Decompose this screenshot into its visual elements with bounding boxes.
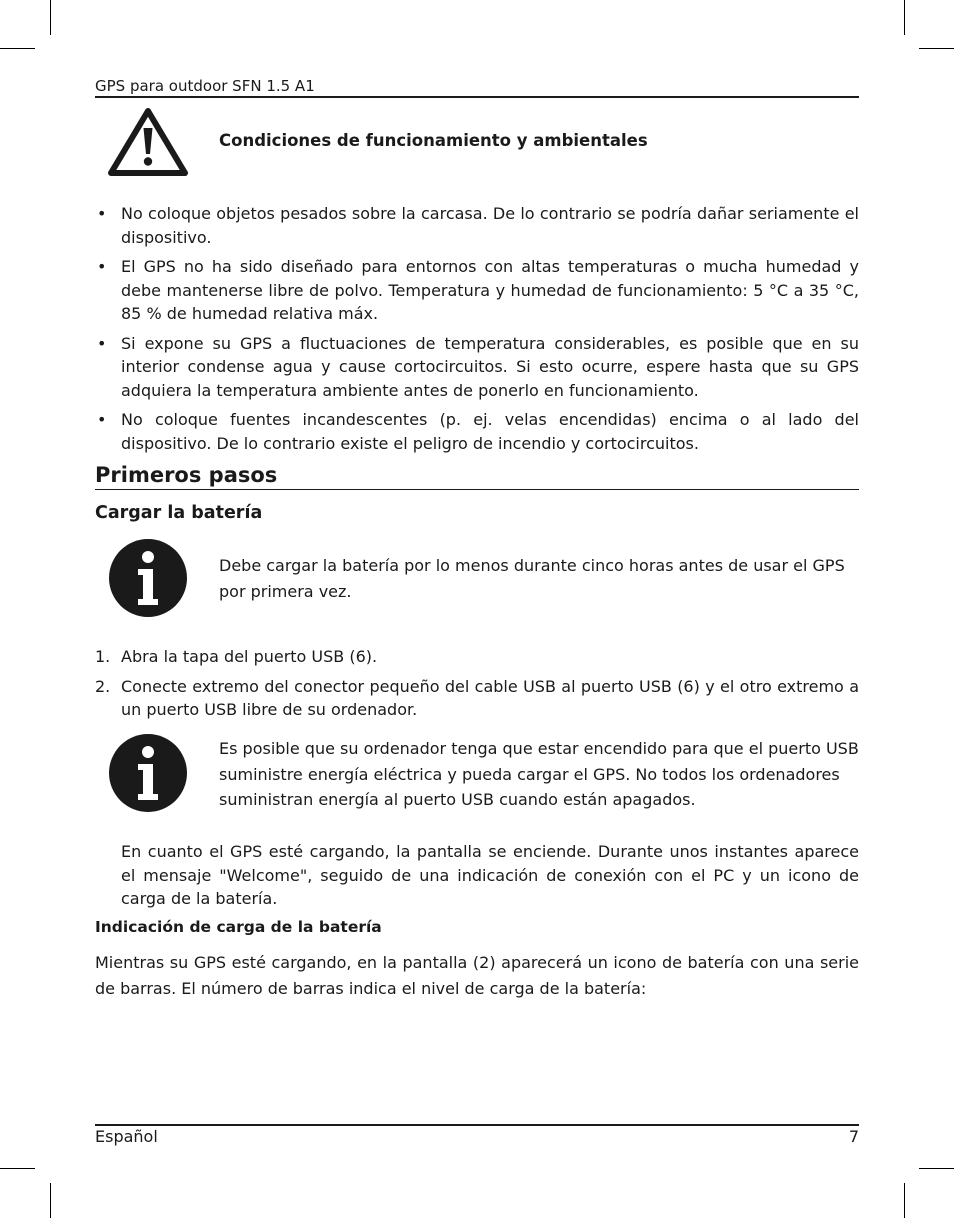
section-rule	[95, 489, 859, 490]
list-item	[95, 675, 859, 722]
step-text: Conecte extremo del conector pequeño del cable USB al puerto USB (6) y el otro extremo a un puerto USB libre de su ordenador.	[121, 676, 859, 719]
crop-mark	[904, 0, 905, 35]
crop-mark	[919, 1168, 954, 1169]
paragraph: Mientras su GPS esté cargando, en la pantalla (2) aparecerá un icono de batería con una serie de barras. El número de barras indica el nivel de carga de la batería:	[95, 953, 859, 998]
bullet-glyph: •	[97, 257, 107, 276]
footer-rule	[95, 1124, 859, 1126]
crop-mark	[0, 1168, 35, 1169]
footer-language: Español	[95, 1127, 158, 1146]
info-note: Es posible que su ordenador tenga que estar encendido para que el puerto USB suministre energía eléctrica y pueda cargar el GPS. No todos los ordenadores suministran energía al puerto USB cuando están apagados.	[219, 739, 859, 809]
info-icon	[108, 733, 188, 817]
header-title: GPS para outdoor SFN 1.5 A1	[95, 77, 315, 95]
list-item	[95, 408, 859, 455]
header-rule	[95, 96, 859, 98]
crop-mark	[0, 48, 35, 49]
list-item	[95, 255, 859, 326]
crop-mark	[904, 1183, 905, 1218]
warning-bullet-list	[95, 202, 859, 461]
crop-mark	[919, 48, 954, 49]
paragraph: En cuanto el GPS esté cargando, la pantalla se enciende. Durante unos instantes aparece el mensaje "Welcome", seguido de una indicación de conexión con el PC y un icono de carga de la batería.	[121, 842, 859, 908]
subsection-title: Cargar la batería	[95, 503, 263, 523]
step-number: 2.	[95, 676, 111, 696]
section-title: Primeros pasos	[95, 463, 278, 487]
list-item	[95, 202, 859, 249]
list-item-text: El GPS no ha sido diseñado para entornos con altas temperaturas o mucha humedad y debe mantenerse libre de polvo. Temperatura y humedad de funcionamiento: 5 °C a 35 °C, 85 % de humedad relativa máx.	[121, 257, 859, 323]
warning-triangle-icon	[108, 108, 188, 180]
crop-mark	[50, 1183, 51, 1218]
list-item-text: No coloque objetos pesados sobre la carcasa. De lo contrario se podría dañar seriamente el dispositivo.	[121, 204, 859, 247]
list-item-text: No coloque fuentes incandescentes (p. ej. velas encendidas) encima o al lado del dispositivo. De lo contrario existe el peligro de incendio y cortocircuitos.	[121, 410, 859, 453]
info-icon	[108, 538, 188, 622]
step-number: 1.	[95, 647, 111, 666]
crop-mark	[50, 0, 51, 35]
step-text: Abra la tapa del puerto USB (6).	[121, 647, 378, 666]
info-note: Debe cargar la batería por lo menos durante cinco horas antes de usar el GPS por primera vez.	[219, 556, 845, 601]
list-item	[95, 645, 859, 669]
steps-list	[95, 645, 859, 728]
list-item	[95, 332, 859, 403]
list-item-text: Si expone su GPS a fluctuaciones de temperatura considerables, es posible que en su interior condense agua y cause cortocircuitos. Si esto ocurre, espere hasta que su GPS adquiera la temperatura ambiente antes de ponerlo en funcionamiento.	[121, 333, 859, 400]
bullet-glyph: •	[97, 204, 107, 223]
subsection-title: Indicación de carga de la batería	[95, 918, 382, 936]
warning-title: Condiciones de funcionamiento y ambientales	[219, 131, 648, 150]
page-number: 7	[848, 1127, 859, 1146]
bullet-glyph: •	[97, 410, 107, 429]
bullet-glyph: •	[97, 333, 107, 353]
